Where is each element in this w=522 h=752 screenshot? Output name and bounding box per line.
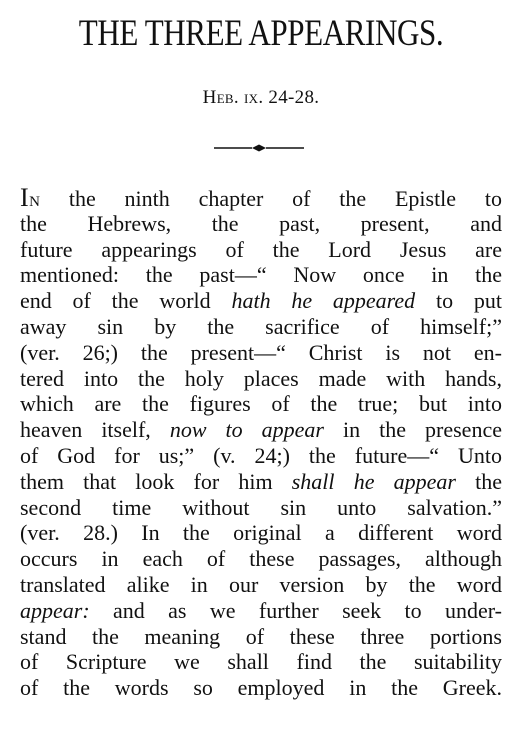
text-line xyxy=(20,417,502,443)
text-run: end of the world xyxy=(20,288,232,314)
text-run: stand the meaning of these three portions xyxy=(20,623,502,649)
text-line xyxy=(20,675,502,701)
text-run: translated alike in our version by the word xyxy=(20,571,502,597)
text-line xyxy=(20,624,502,650)
text-run: them that look for him xyxy=(20,468,292,494)
text-line xyxy=(20,469,502,495)
text-line xyxy=(20,520,502,546)
text-run: (ver. 26;) the present—“ Christ is not en- xyxy=(20,339,502,365)
text-run: the Hebrews, the past, present, and xyxy=(20,210,502,236)
body-paragraph xyxy=(20,185,502,701)
text-line xyxy=(20,649,502,675)
text-line xyxy=(20,185,502,211)
text-run: to put xyxy=(415,288,502,314)
ornament-divider xyxy=(214,143,304,153)
chapter-title: THE THREE APPEARINGS. xyxy=(78,13,444,54)
text-line xyxy=(20,340,502,366)
text-run: future appearings of the Lord Jesus are xyxy=(20,236,502,262)
italic-phrase: hath he appeared xyxy=(231,288,416,314)
text-line xyxy=(20,572,502,598)
ornament-diamond-icon xyxy=(252,145,266,152)
text-line xyxy=(20,366,502,392)
text-line xyxy=(20,211,502,237)
text-run: away sin by the sacrifice of himself;” xyxy=(20,313,502,339)
text-run: in the presence xyxy=(323,417,502,443)
text-run: of the words so employed in the Greek. xyxy=(20,675,502,701)
text-run: the ninth chapter of the Epistle to xyxy=(40,186,502,211)
text-line xyxy=(20,391,502,417)
italic-phrase: shall he appear xyxy=(291,468,456,494)
small-caps-letters: n xyxy=(29,186,41,211)
text-line xyxy=(20,288,502,314)
text-line xyxy=(20,237,502,263)
text-run: mentioned: the past—“ Now once in the xyxy=(20,262,502,288)
text-line xyxy=(20,314,502,340)
text-line xyxy=(20,546,502,572)
text-run: heaven itself, xyxy=(20,417,170,443)
text-run: and as we further seek to under- xyxy=(89,597,502,623)
text-run: occurs in each of these passages, although xyxy=(20,546,502,572)
text-line xyxy=(20,262,502,288)
text-run: of God for us;” (v. 24;) the future—“ Unto xyxy=(20,442,502,468)
text-run: (ver. 28.) In the original a different word xyxy=(20,520,502,546)
text-run: of Scripture we shall find the suitability xyxy=(20,649,502,675)
text-run: tered into the holy places made with hands, xyxy=(20,365,502,391)
text-line xyxy=(20,495,502,521)
text-run: which are the figures of the true; but into xyxy=(20,391,502,417)
italic-phrase: now to appear xyxy=(169,417,324,443)
text-line xyxy=(20,598,502,624)
initial-capital: I xyxy=(20,185,30,211)
italic-phrase: appear: xyxy=(20,597,90,623)
scripture-reference: Heb. ix. 24-28. xyxy=(202,87,320,108)
text-run: the xyxy=(455,468,502,494)
text-line xyxy=(20,443,502,469)
text-run: second time without sin unto salvation.” xyxy=(20,494,502,520)
